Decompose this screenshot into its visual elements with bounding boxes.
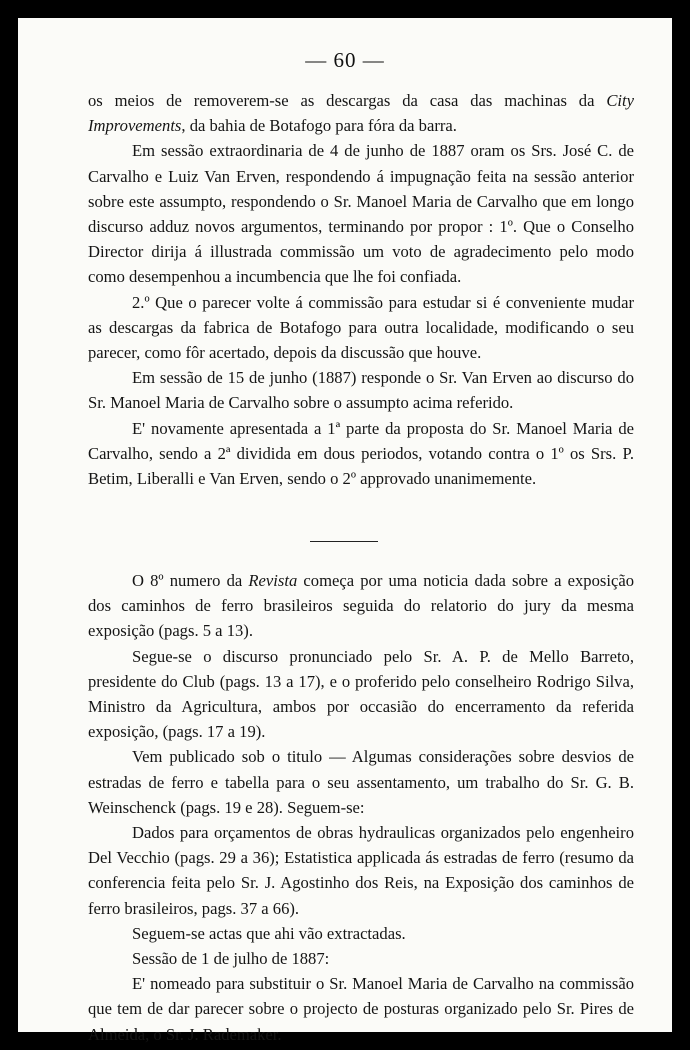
paragraph bbox=[88, 568, 634, 644]
paragraph: Segue-se o discurso pronunciado pelo Sr. A. P. de Mello Barreto, presidente do Club (pags. 13 a 17), e o proferido pelo conselheiro Rodrigo Silva, Ministro da Agricultura, ambos por occasião do encerramento da referida exposição, (pags. 17 a 19). bbox=[88, 646, 634, 742]
paragraph-text: , da bahia de Botafogo para fóra da barra. bbox=[181, 116, 457, 136]
paragraph: Em sessão de 15 de junho (1887) responde o Sr. Van Erven ao discurso do Sr. Manoel Maria de Carvalho sobre o assumpto acima referido. bbox=[88, 368, 634, 413]
paragraph-continuation bbox=[88, 88, 634, 138]
paragraph: 2.º Que o parecer volte á commissão para estudar si é conveniente mudar as descargas da fabrica de Botafogo para outra localidade, modificando o seu parecer, como fôr acertado, depois da discussão que houve. bbox=[88, 292, 634, 363]
paragraph: Dados para orçamentos de obras hydraulicas organizados pelo engenheiro Del Vecchio (pags. 29 a 36); Estatistica applicada ás estradas de ferro (resumo da conferencia feita pelo Sr. J. Agostinho dos Reis, na Exposição dos caminhos de ferro brasileiros, pags. 37 a 66). bbox=[88, 823, 634, 918]
italic-title: Revista bbox=[248, 571, 298, 590]
paragraph-text: O 8º numero da bbox=[132, 571, 249, 590]
paragraph: Seguem-se actas que ahi vão extractadas. bbox=[132, 923, 406, 943]
paragraph-text: os meios de removerem-se as descargas da casa das machinas da bbox=[88, 91, 607, 110]
paragraph-text: começa por uma noticia dada sobre a exposição dos caminhos de ferro brasileiros seguida do relatorio do jury da mesma exposição (pags. 5 a 13). bbox=[88, 571, 634, 641]
text-block-upper bbox=[88, 88, 634, 491]
paragraph: E' nomeado para substituir o Sr. Manoel Maria de Carvalho na commissão que tem de dar parecer sobre o projecto de posturas organizado pelo Sr. Pires de Almeida, o Sr. J. Rademaker. bbox=[88, 974, 634, 1044]
paragraph: Em sessão extraordinaria de 4 de junho de 1887 oram os Srs. José C. de Carvalho e Luiz Van Erven, respondendo á impugnação feita na sessão anterior sobre este assumpto, respondendo o Sr. Manoel Maria de Carvalho que em longo discurso adduz novos argumentos, terminando por propor : 1º. Que o Conselho Director dirija á illustrada commissão um voto de agradecimento pelo modo como desempenhou a incumbencia que lhe foi confiada. bbox=[88, 141, 634, 287]
text-block-lower bbox=[88, 568, 634, 1047]
paragraph: Sessão de 1 de julho de 1887: bbox=[132, 949, 330, 969]
book-page bbox=[18, 18, 672, 1044]
section-divider bbox=[310, 541, 378, 542]
paragraph: Vem publicado sob o titulo — Algumas considerações sobre desvios de estradas de ferro e tabella para o seu assentamento, um trabalho do Sr. G. B. Weinschenck (pags. 19 e 28). Seguem-se: bbox=[88, 747, 634, 817]
paragraph: E' novamente apresentada a 1ª parte da proposta do Sr. Manoel Maria de Carvalho, sendo a 2ª dividida em dous periodos, votando contra o 1º os Srs. P. Betim, Liberalli e Van Erven, sendo o 2º approvado unanimemente. bbox=[88, 418, 634, 489]
page-number: — 60 — bbox=[305, 48, 385, 72]
italic-title: City Improvements bbox=[88, 91, 634, 136]
